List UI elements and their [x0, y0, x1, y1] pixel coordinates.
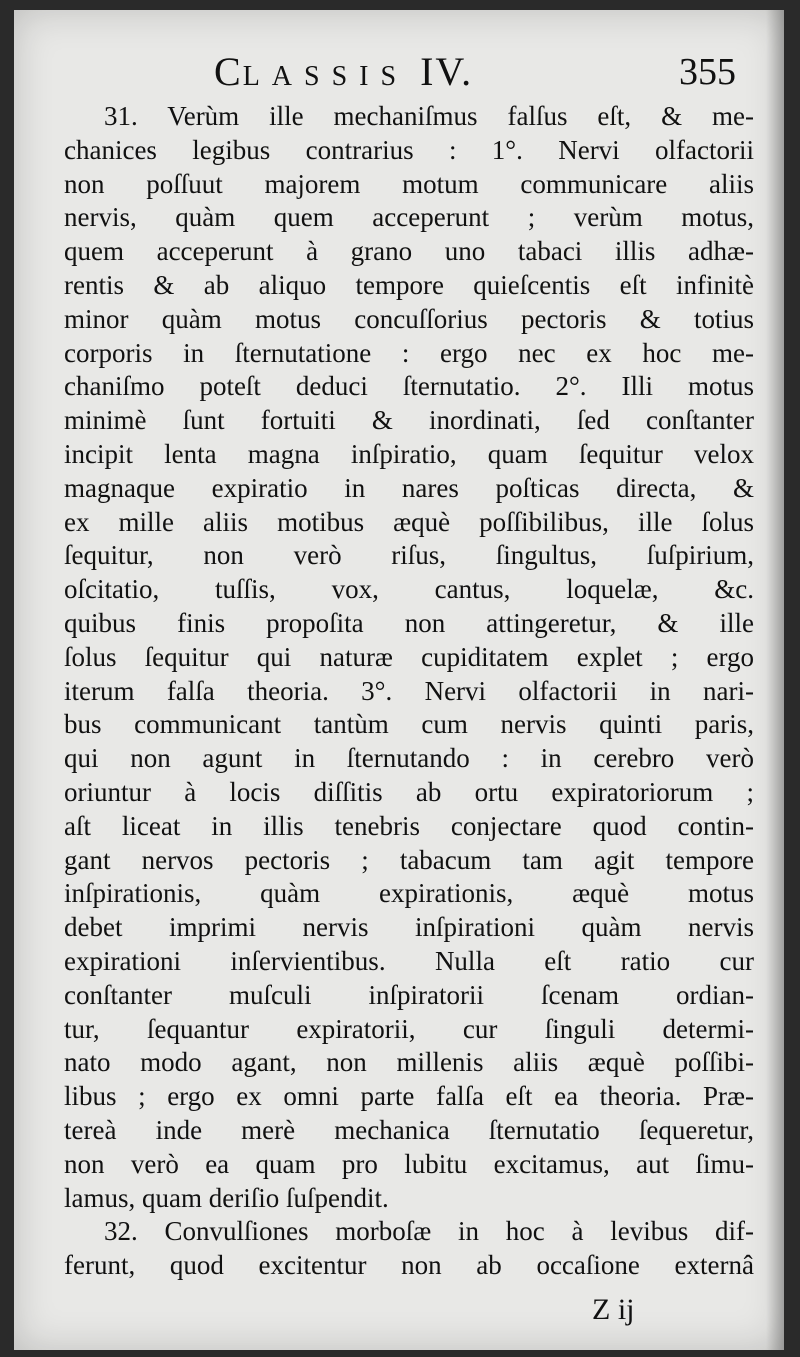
- text-line: minor quàm motus concuſſorius pectoris & totius: [64, 303, 754, 334]
- running-header: [14, 48, 784, 98]
- text-line: nervis, quàm quem acceperunt ; verùm motus,: [64, 202, 754, 233]
- text-line: lamus, quam deriſio ſuſpendit.: [64, 1182, 389, 1213]
- text-line: non verò ea quam pro lubitu excitamus, aut ſimu-: [64, 1148, 754, 1179]
- text-line: 31. Verùm ille mechaniſmus falſus eſt, & me-: [104, 101, 754, 131]
- text-line: inſpirationis, quàm expirationis, æquè motus: [64, 878, 754, 909]
- text-line: nato modo agant, non millenis aliis æquè poſſibi-: [64, 1047, 754, 1078]
- text-line: 32. Convulſiones morboſæ in hoc à levibus dif-: [104, 1216, 754, 1247]
- running-title-initial: C: [214, 49, 243, 94]
- text-line: oſcitatio, tuſſis, vox, cantus, loquelæ, &c.: [64, 574, 754, 605]
- text-line: expirationi inſervientibus. Nulla eſt ratio cur: [64, 945, 754, 976]
- text-line: minimè ſunt fortuiti & inordinati, ſed conſtanter: [64, 405, 754, 436]
- text-line: gant nervos pectoris ; tabacum tam agit tempore: [64, 844, 754, 875]
- signature-mark: Z ij: [592, 1293, 635, 1326]
- text-line: qui non agunt in ſternutando : in cerebro verò: [64, 743, 754, 774]
- text-line: debet imprimi nervis inſpirationi quàm nervis: [64, 912, 754, 943]
- text-line: chaniſmo poteſt deduci ſternutatio. 2°. Illi motus: [64, 371, 754, 402]
- text-line: incipit lenta magna inſpiratio, quam ſequitur velox: [64, 438, 754, 469]
- page-gutter-shadow: [766, 10, 784, 1350]
- text-line: ſolus ſequitur qui naturæ cupiditatem explet ; ergo: [64, 641, 754, 672]
- text-line: tur, ſequantur expiratorii, cur ſinguli determi-: [64, 1013, 754, 1044]
- text-line: magnaque expiratio in nares poſticas directa, &: [64, 472, 754, 503]
- text-line: tereà inde merè mechanica ſternutatio ſequeretur,: [64, 1114, 754, 1145]
- body-text: [64, 100, 754, 1283]
- running-title-numeral: IV.: [420, 49, 474, 94]
- text-line: conſtanter muſculi inſpiratorii ſcenam ordian-: [64, 979, 754, 1010]
- page-number: 355: [679, 51, 736, 93]
- text-line: aſt liceat in illis tenebris conjectare quod contin-: [64, 810, 754, 841]
- text-line: corporis in ſternutatione : ergo nec ex hoc me-: [64, 337, 754, 368]
- text-line: non poſſuut majorem motum communicare aliis: [64, 168, 754, 199]
- text-line: ex mille aliis motibus æquè poſſibilibus, ille ſolus: [64, 506, 754, 537]
- running-title: [214, 48, 473, 95]
- text-line: libus ; ergo ex omni parte falſa eſt ea theoria. Præ-: [64, 1081, 754, 1112]
- text-line: ferunt, quod excitentur non ab occaſione externâ: [64, 1250, 754, 1281]
- text-line: chanices legibus contrarius : 1°. Nervi olfactorii: [64, 134, 754, 165]
- text-line: quem acceperunt à grano uno tabaci illis adhæ-: [64, 236, 754, 267]
- text-line: bus communicant tantùm cum nervis quinti paris,: [64, 709, 754, 740]
- text-line: rentis & ab aliquo tempore quieſcentis eſt infinitè: [64, 269, 754, 300]
- book-page: [14, 10, 784, 1350]
- running-title-rest: LASSIS: [242, 61, 409, 92]
- text-line: iterum falſa theoria. 3°. Nervi olfactorii in nari-: [64, 675, 754, 706]
- text-line: ſequitur, non verò riſus, ſingultus, ſuſpirium,: [64, 540, 754, 571]
- text-line: oriuntur à locis diſſitis ab ortu expiratoriorum ;: [64, 776, 754, 807]
- text-line: quibus finis propoſita non attingeretur, & ille: [64, 607, 754, 638]
